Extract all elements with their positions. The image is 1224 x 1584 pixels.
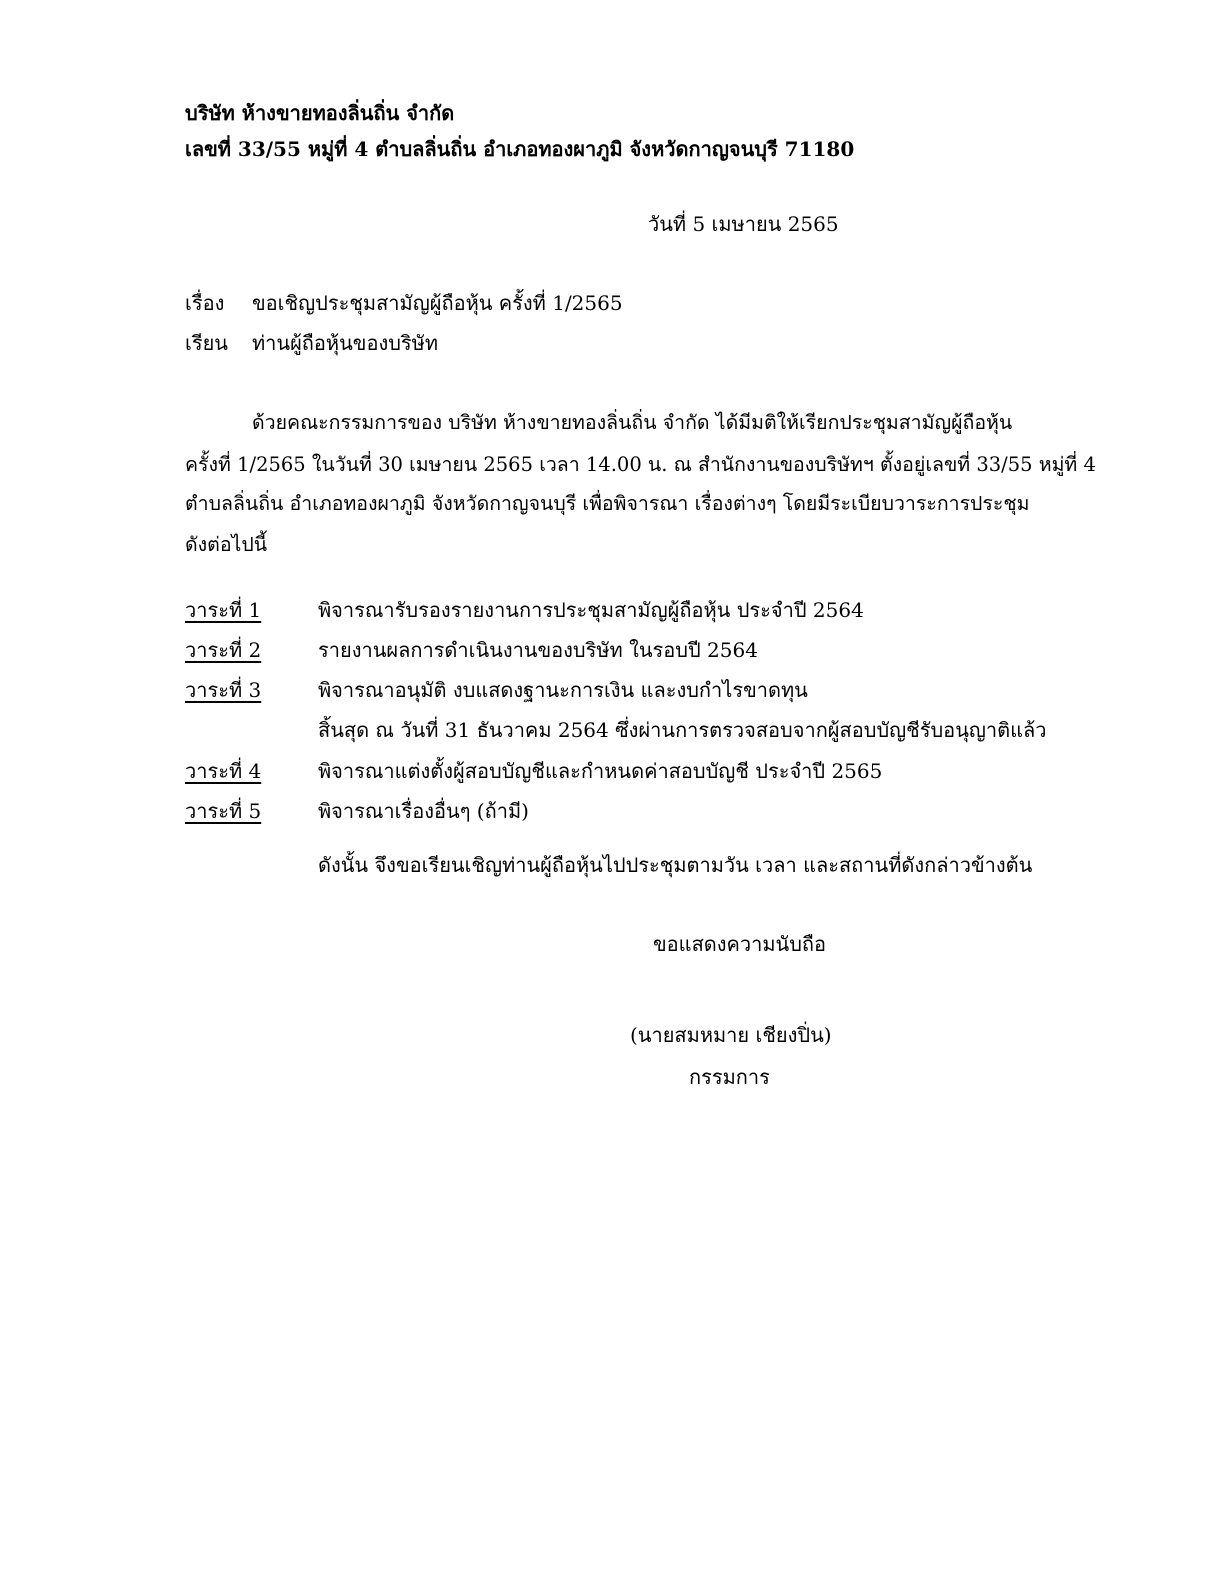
agenda-1-label: วาระที่ 1 — [185, 598, 262, 622]
recipient-text: ท่านผู้ถือหุ้นของบริษัท — [252, 331, 439, 355]
agenda-4-label: วาระที่ 4 — [185, 759, 262, 783]
agenda-5-label: วาระที่ 5 — [185, 799, 262, 823]
body-line-4: ดังต่อไปนี้ — [185, 533, 268, 556]
recipient-label: เรียน — [185, 331, 228, 355]
company-address: เลขที่ 33/55 หมู่ที่ 4 ตำบลลิ่นถิ่น อำเภอทองผาภูมิ จังหวัดกาญจนบุรี 71180 — [185, 137, 855, 161]
regards: ขอแสดงความนับถือ — [653, 932, 827, 956]
agenda-5-text: พิจารณาเรื่องอื่นๆ (ถ้ามี) — [318, 799, 529, 823]
agenda-3-text: พิจารณาอนุมัติ งบแสดงฐานะการเงิน และงบกำไรขาดทุน — [318, 678, 808, 702]
signer-name: (นายสมหมาย เชียงปิ่น) — [630, 1023, 832, 1047]
agenda-4-text: พิจารณาแต่งตั้งผู้สอบบัญชีและกำหนดค่าสอบบัญชี ประจำปี 2565 — [318, 759, 883, 783]
agenda-2-label: วาระที่ 2 — [185, 638, 262, 662]
signer-title: กรรมการ — [689, 1065, 770, 1089]
subject-label: เรื่อง — [185, 291, 225, 315]
letter-date: วันที่ 5 เมษายน 2565 — [648, 212, 839, 236]
body-line-2: ครั้งที่ 1/2565 ในวันที่ 30 เมษายน 2565 เวลา 14.00 น. ณ สำนักงานของบริษัทฯ ตั้งอยู่เลขที่ 33/55 หมู่ที่ 4 — [185, 453, 1096, 476]
body-line-1: ด้วยคณะกรรมการของ บริษัท ห้างขายทองลิ่นถิ่น จำกัด ได้มีมติให้เรียกประชุมสามัญผู้ถือหุ้น — [252, 411, 1013, 434]
agenda-2-text: รายงานผลการดำเนินงานของบริษัท ในรอบปี 2564 — [318, 638, 758, 662]
agenda-3-continuation: สิ้นสุด ณ วันที่ 31 ธันวาคม 2564 ซึ่งผ่านการตรวจสอบจากผู้สอบบัญชีรับอนุญาติแล้ว — [318, 718, 1047, 742]
closing-line: ดังนั้น จึงขอเรียนเชิญท่านผู้ถือหุ้นไปประชุมตามวัน เวลา และสถานที่ดังกล่าวข้างต้น — [318, 853, 1033, 877]
body-line-3: ตำบลลิ่นถิ่น อำเภอทองผาภูมิ จังหวัดกาญจนบุรี เพื่อพิจารณา เรื่องต่างๆ โดยมีระเบียบวาระการประชุม — [185, 492, 1030, 515]
subject-text: ขอเชิญประชุมสามัญผู้ถือหุ้น ครั้งที่ 1/2565 — [252, 291, 623, 315]
company-name: บริษัท ห้างขายทองลิ่นถิ่น จำกัด — [185, 101, 455, 125]
agenda-1-text: พิจารณารับรองรายงานการประชุมสามัญผู้ถือหุ้น ประจำปี 2564 — [318, 598, 864, 622]
agenda-3-label: วาระที่ 3 — [185, 678, 262, 702]
